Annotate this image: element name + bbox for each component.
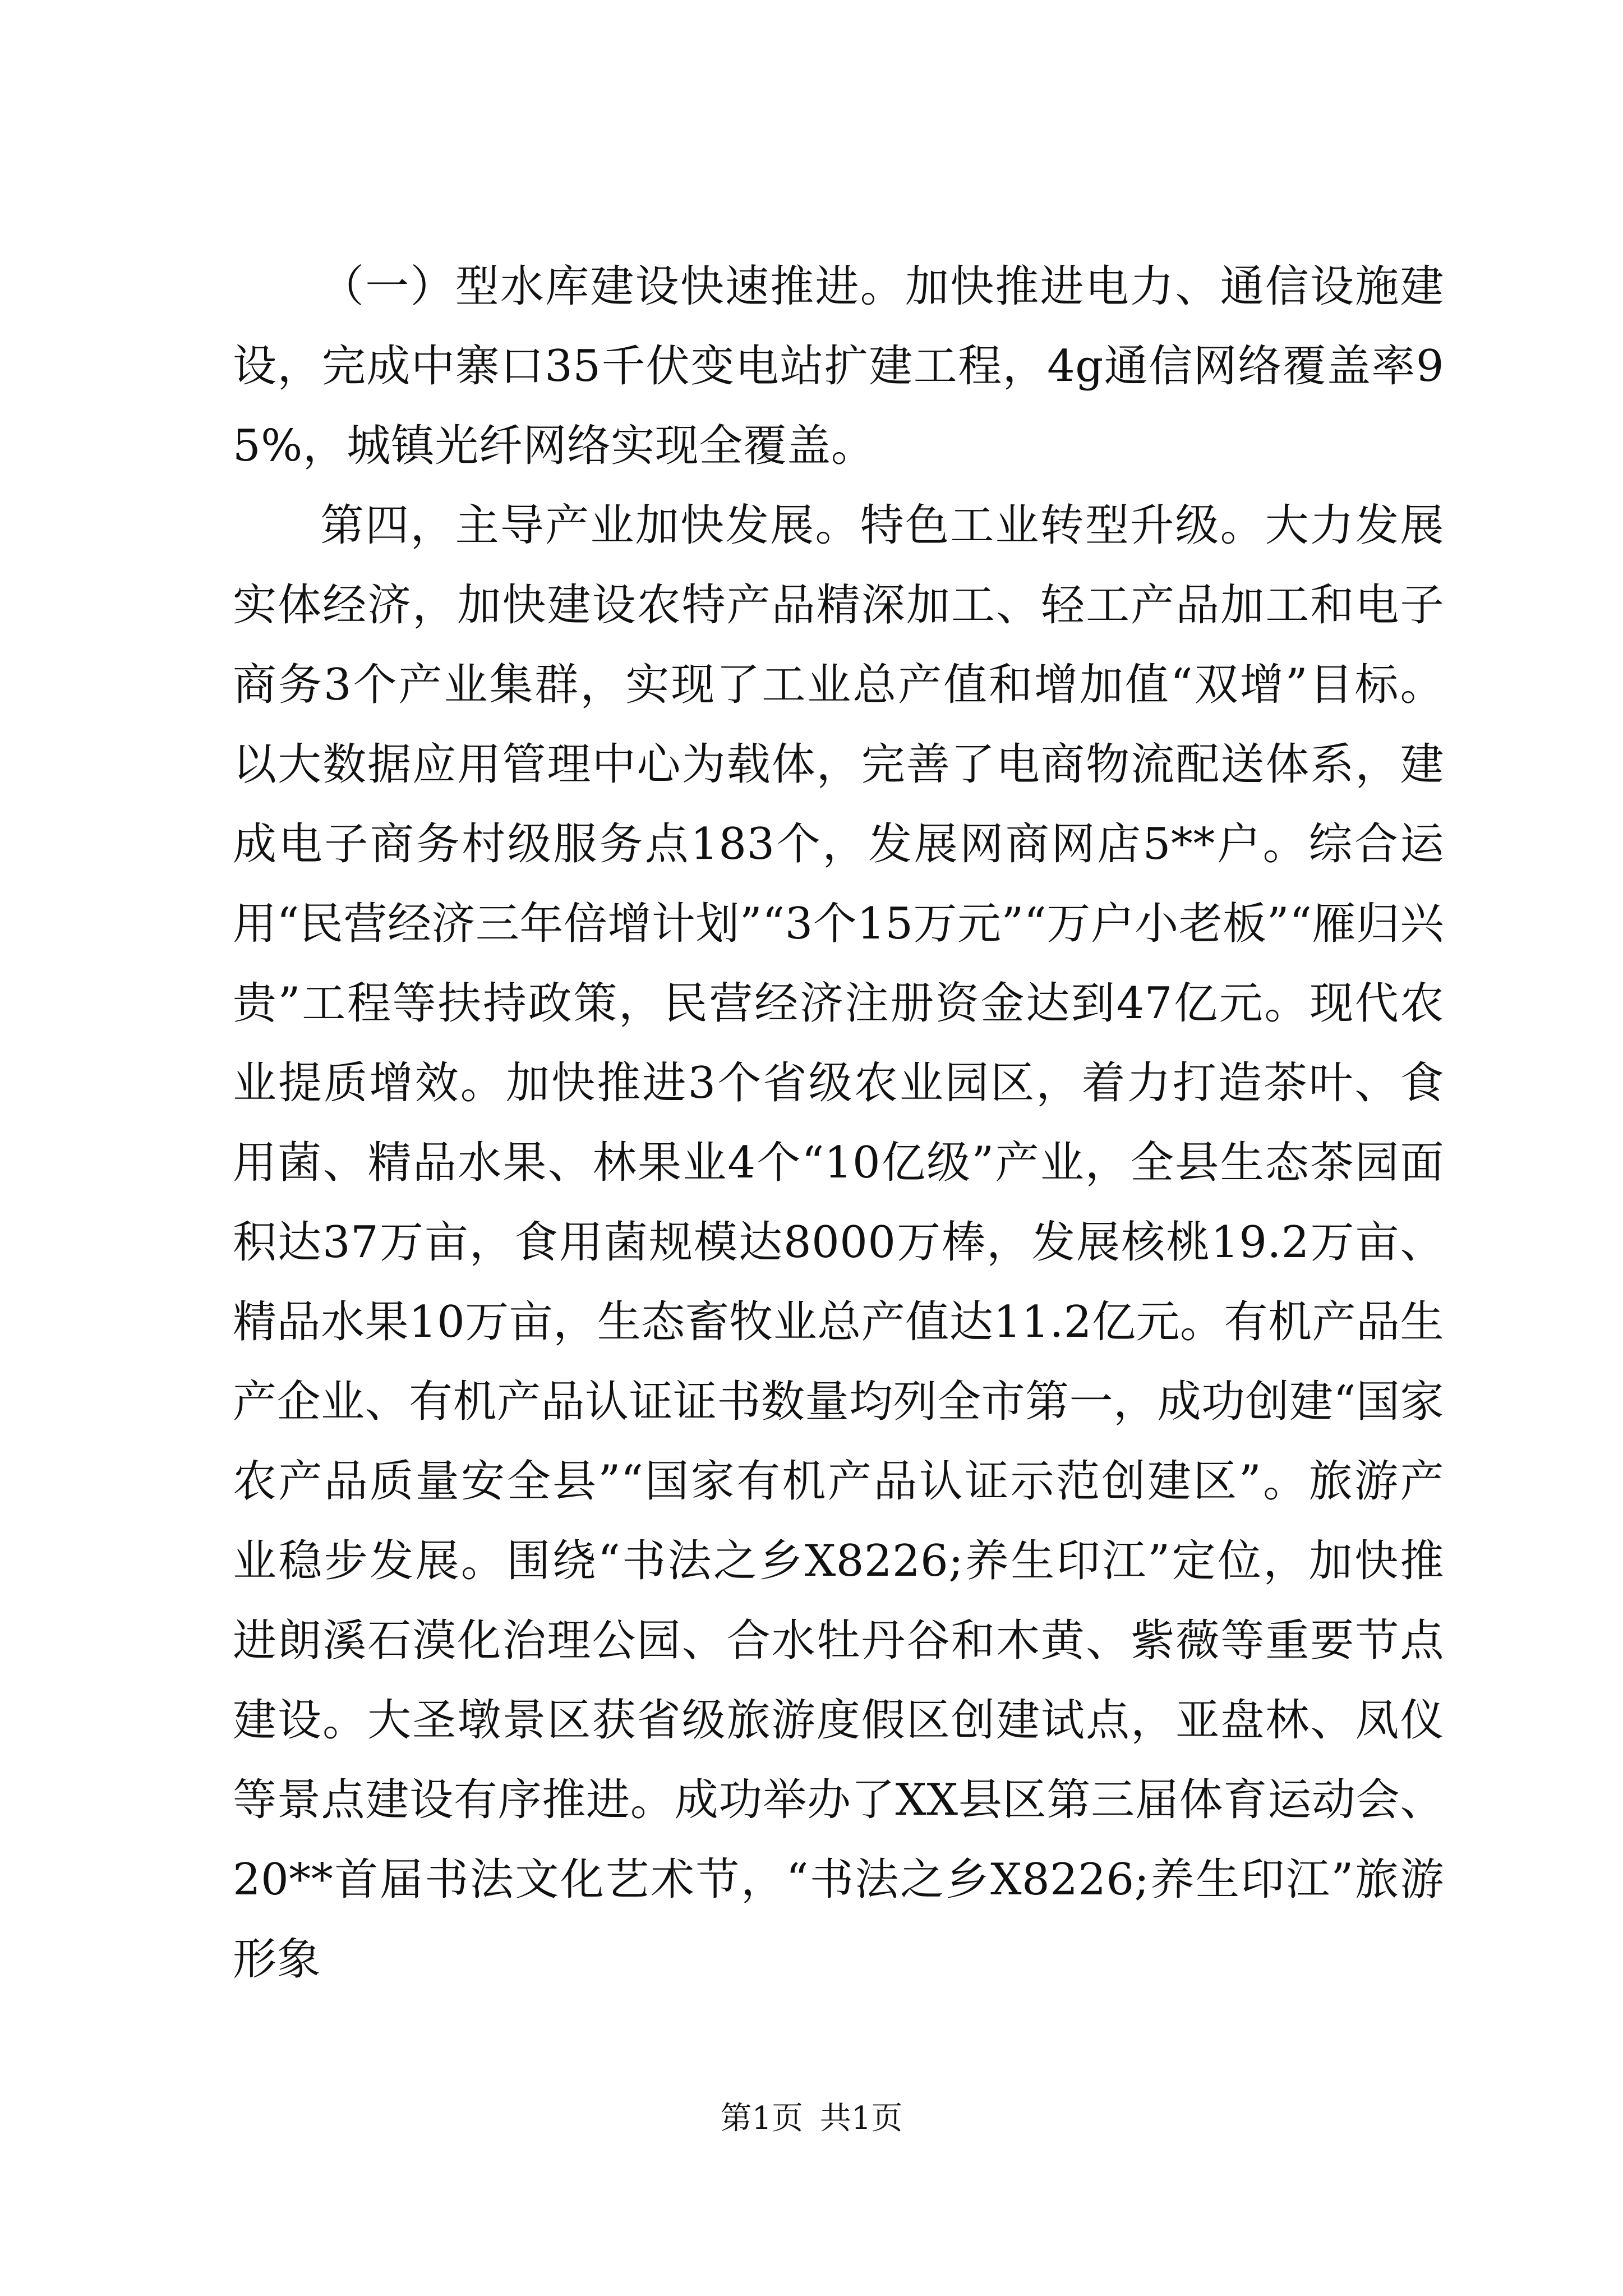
paragraph-leading-industries: 第四，主导产业加快发展。特色工业转型升级。大力发展实体经济，加快建设农特产品精深加工、轻工产品加工和电子商务3个产业集群，实现了工业总产值和增加值“双增”目标。以大数据应用管理中心为载体，完善了电商物流配送体系，建成电子商务村级服务点183个，发展网商网店5**户。综合运用“民营经济三年倍增计划”“3个15万元”“万户小老板”“雁归兴贵”工程等扶持政策，民营经济注册资金达到47亿元。现代农业提质增效。加快推进3个省级农业园区，着力打造茶叶、食用菌、精品水果、林果业4个“10亿级”产业，全县生态茶园面积达37万亩，食用菌规模达8000万棒，发展核桃19.2万亩、精品水果10万亩，生态畜牧业总产值达11.2亿元。有机产品生产企业、有机产品认证证书数量均列全市第一，成功创建“国家农产品质量安全县”“国家有机产品认证示范创建区”。旅游产业稳步发展。围绕“书法之乡X8226;养生印江”定位，加快推进朗溪石漠化治理公园、合水牡丹谷和木黄、紫薇等重要节点建设。大圣墩景区获省级旅游度假区创建试点，亚盘林、凤仪等景点建设有序推进。成功举办了XX县区第三届体育运动会、20**首届书法文化艺术节，“书法之乡X8226;养生印江”旅游形象 [233, 500, 1445, 1985]
document-body [233, 247, 1444, 1999]
page-total: 共1页 [819, 2100, 903, 2137]
paragraph-reservoir-infrastructure: （一）型水库建设快速推进。加快推进电力、通信设施建设，完成中寨口35千伏变电站扩建工程，4g通信网络覆盖率95%，城镇光纤网络实现全覆盖。 [233, 261, 1444, 471]
page-footer [0, 2099, 1623, 2138]
page-number: 第1页 [720, 2100, 804, 2137]
